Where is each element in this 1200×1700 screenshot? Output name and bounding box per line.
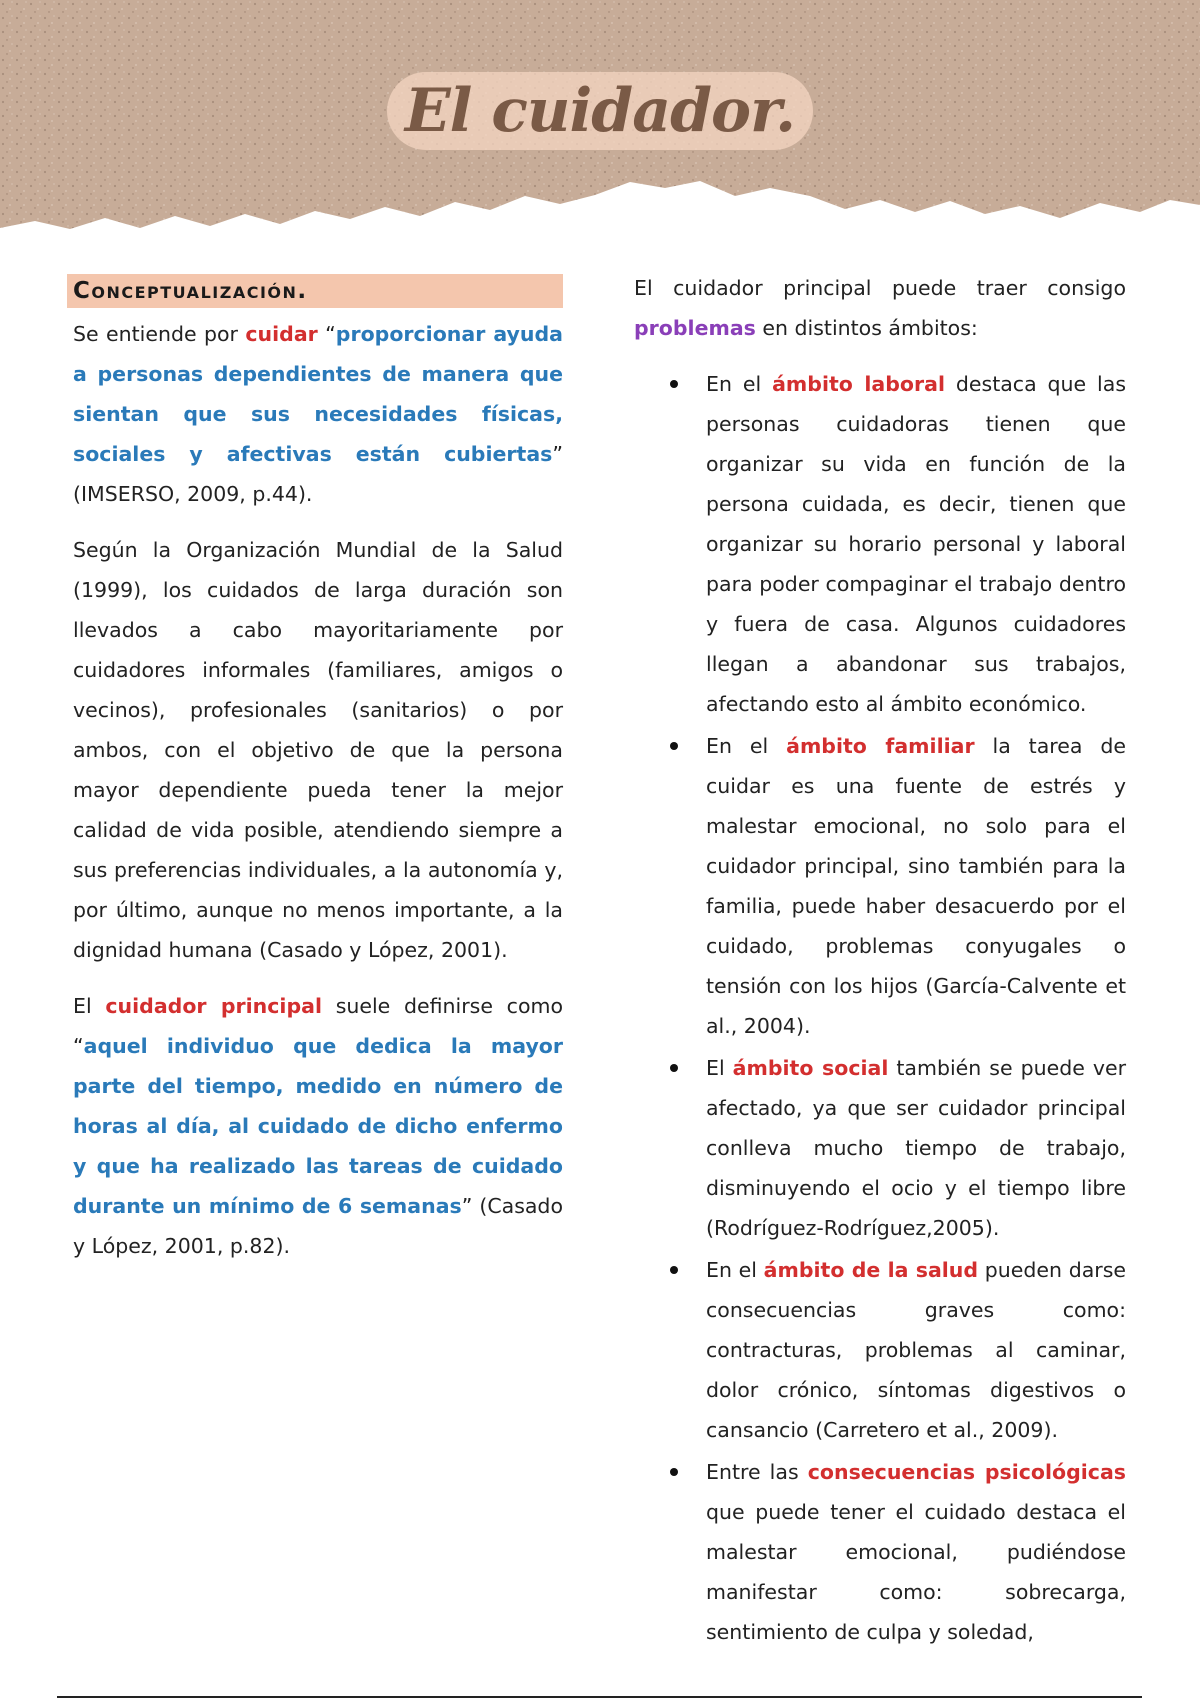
list-item: El ámbito social también se puede ver afectado, ya que ser cuidador principal conlleva mucho tiempo de trabajo, disminuyendo el ocio y el tiempo libre (Rodríguez-Rodríguez,2005).: [706, 1048, 1126, 1248]
highlight-term: cuidador principal: [105, 994, 322, 1018]
paper-banner: [0, 0, 1200, 260]
quote-text: aquel individuo que dedica la mayor parte del tiempo, medido en número de horas al día, al cuidado de dicho enfermo y que ha realizado las tareas de cuidado durante un mínimo de 6 semanas: [73, 1034, 563, 1218]
cuidador-principal-paragraph: El cuidador principal suele definirse como “aquel individuo que dedica la mayor parte del tiempo, medido en número de horas al día, al cuidado de dicho enfermo y que ha realizado las tareas de cuidado durante un mínimo de 6 semanas” (Casado y López, 2001, p.82).: [73, 994, 563, 1258]
definition-paragraph: Se entiende por cuidar “proporcionar ayuda a personas dependientes de manera que sientan que sus necesidades físicas, sociales y afectivas están cubiertas” (IMSERSO, 2009, p.44).: [73, 322, 564, 506]
list-item: Entre las consecuencias psicológicas que puede tener el cuidado destaca el malestar emocional, pudiéndose manifestar como: sobrecarga, sentimiento de culpa y soledad,: [706, 1452, 1126, 1652]
highlight-term: ámbito laboral: [772, 372, 945, 396]
problems-intro: El cuidador principal puede traer consigo problemas en distintos ámbitos:: [634, 276, 1126, 340]
list-item: En el ámbito de la salud pueden darse consecuencias graves como: contracturas, problemas al caminar, dolor crónico, síntomas digestivos o cansancio (Carretero et al., 2009).: [706, 1250, 1126, 1450]
section-heading: Conceptualización.: [67, 274, 563, 308]
highlight-term: consecuencias psicológicas: [807, 1460, 1126, 1484]
footer-divider: [57, 1696, 1142, 1698]
highlight-term: ámbito social: [732, 1056, 889, 1080]
quote-text: proporcionar ayuda a personas dependientes de manera que sientan que sus necesidades físicas, sociales y afectivas están cubiertas: [73, 322, 564, 466]
highlight-term: problemas: [634, 316, 756, 340]
left-column: [73, 268, 563, 1282]
right-column: [634, 268, 1126, 1654]
highlight-term: cuidar: [245, 322, 318, 346]
highlight-term: ámbito familiar: [786, 734, 975, 758]
list-item: En el ámbito familiar la tarea de cuidar es una fuente de estrés y malestar emocional, no solo para el cuidador principal, sino también para la familia, puede haber desacuerdo por el cuidado, problemas conyugales o tensión con los hijos (García-Calvente et al., 2004).: [706, 726, 1126, 1046]
highlight-term: ámbito de la salud: [763, 1258, 979, 1282]
page-title: El cuidador.: [0, 72, 1200, 150]
oms-paragraph: Según la Organización Mundial de la Salud (1999), los cuidados de larga duración son llevados a cabo mayoritariamente por cuidadores informales (familiares, amigos o vecinos), profesionales (sanitarios) o por ambos, con el objetivo de que la persona mayor dependiente pueda tener la mejor calidad de vida posible, atendiendo siempre a sus preferencias individuales, a la autonomía y, por último, aunque no menos importante, a la dignidad humana (Casado y López, 2001).: [73, 538, 563, 962]
list-item: En el ámbito laboral destaca que las personas cuidadoras tienen que organizar su vida en función de la persona cuidada, es decir, tienen que organizar su horario personal y laboral para poder compaginar el trabajo dentro y fuera de casa. Algunos cuidadores llegan a abandonar sus trabajos, afectando esto al ámbito económico.: [706, 364, 1126, 724]
problems-list: [634, 364, 1126, 1652]
